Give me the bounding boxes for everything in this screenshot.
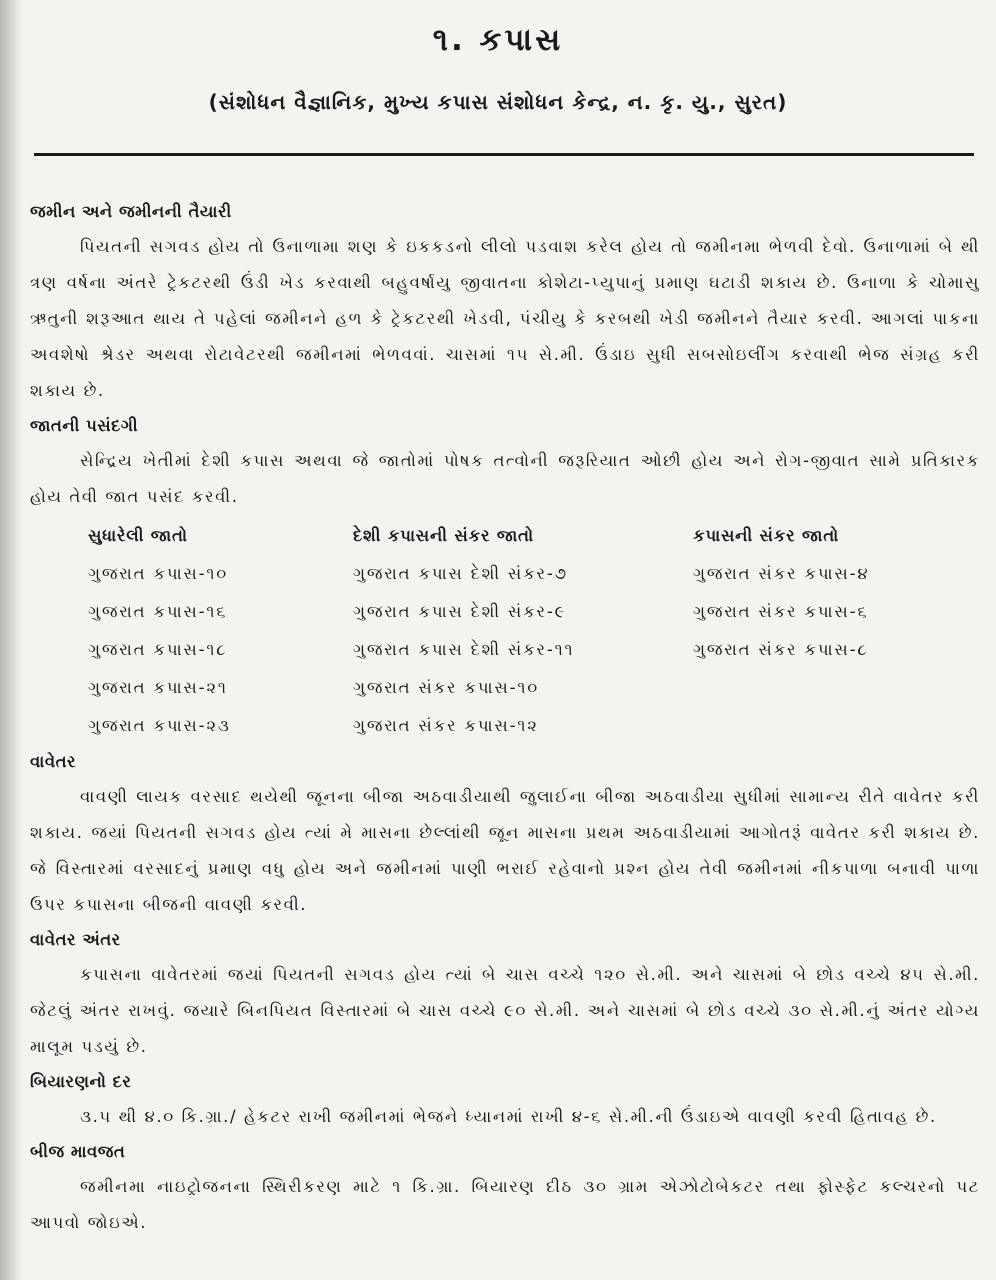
- variety-item: ગુજરાત કપાસ-૨૩: [88, 716, 231, 735]
- page-edge-shadow: [0, 0, 22, 1280]
- variety-column-header: દેશી કપાસની સંકર જાતો: [353, 526, 534, 545]
- chapter-subtitle: (સંશોધન વૈજ્ઞાનિક, મુખ્ય કપાસ સંશોધન કેન્દ્ર, ન. કૃ. યુ., સુરત): [208, 90, 788, 114]
- section-heading-variety: જાતની પસંદગી: [30, 416, 139, 435]
- chapter-title: ૧. કપાસ: [432, 22, 564, 58]
- header-divider: [34, 153, 974, 156]
- variety-item: ગુજરાત કપાસ-૧૬: [88, 602, 228, 621]
- variety-item: ગુજરાત કપાસ દેશી સંકર-૧૧: [353, 640, 575, 659]
- variety-item: ગુજરાત સંકર કપાસ-૮: [693, 640, 869, 659]
- variety-item: ગુજરાત કપાસ-૧૮: [88, 640, 228, 659]
- variety-column-header: સુધારેલી જાતો: [88, 526, 188, 545]
- section-text-land: પિયતની સગવડ હોય તો ઉનાળામા શણ કે ઇકકડનો લીલો પડવાશ કરેલ હોય તો જમીનમા ભેળવી દેવો. ઉનાળામાં બે થી ત્રણ વર્ષના અંતરે ટ્રેકટરથી ઉંડી ખેડ કરવાથી બહુવર્ષાયુ જીવાતના કોશેટા-પ્યુપાનું પ્રમાણ ઘટાડી શકાય છે. ઉનાળા કે ચોમાસુ ઋતુની શરૂઆત થાય તે પહેલાં જમીનને હળ કે ટ્રેકટરથી ખેડવી, પંચીયુ કે કરબથી ખેડી જમીનને તૈયાર કરવી. આગલાં પાકના અવશેષો શ્રેડર અથવા રોટાવેટરથી જમીનમાં ભેળવવાં. ચાસમાં ૧૫ સે.મી. ઉંડાઇ સુધી સબસોઇલીંગ કરવાથી ભેજ સંગ્રહ કરી શકાય છે.: [30, 237, 980, 400]
- variety-item: ગુજરાત કપાસ-૨૧: [88, 678, 228, 697]
- section-heading-sowing: વાવેતર: [30, 752, 77, 771]
- variety-column-desi-hybrid: [353, 517, 693, 745]
- section-heading-spacing: વાવેતર અંતર: [30, 930, 121, 949]
- variety-item: ગુજરાત સંકર કપાસ-૧૨: [353, 716, 539, 735]
- section-text-variety: સેન્દ્રિય ખેતીમાં દેશી કપાસ અથવા જે જાતોમાં પોષક તત્વોની જરૂરિયાત ઓછી હોય અને રોગ-જીવાત સામે પ્રતિકારક હોય તેવી જાત પસંદ કરવી.: [30, 451, 980, 506]
- section-heading-seed-treatment: બીજ માવજત: [30, 1142, 126, 1161]
- section-heading-land: જમીન અને જમીનની તૈયારી: [30, 202, 232, 221]
- variety-column-hybrid: [693, 517, 953, 745]
- document-body: [30, 195, 980, 1241]
- variety-column-header: કપાસની સંકર જાતો: [693, 526, 840, 545]
- section-text-sowing: વાવણી લાયક વરસાદ થયેથી જૂનના બીજા અઠવાડીયાથી જુલાઈના બીજા અઠવાડીયા સુધીમાં સામાન્ય રીતે વાવેતર કરી શકાય. જયાં પિયતની સગવડ હોય ત્યાં મે માસના છેલ્લાંથી જૂન માસના પ્રથમ અઠવાડીયામાં આગોતરૂં વાવેતર કરી શકાય છે. જે વિસ્તારમાં વરસાદનું પ્રમાણ વધુ હોય અને જમીનમાં પાણી ભરાઈ રહેવાનો પ્રશ્ન હોય તેવી જમીનમાં નીકપાળા બનાવી પાળા ઉપર કપાસના બીજની વાવણી કરવી.: [30, 787, 980, 914]
- variety-item: ગુજરાત સંકર કપાસ-૪: [693, 564, 870, 583]
- variety-item: ગુજરાત સંકર કપાસ-૧૦: [353, 678, 539, 697]
- variety-column-improved: [30, 517, 353, 745]
- variety-table: [30, 517, 980, 745]
- variety-item: ગુજરાત સંકર કપાસ-૬: [693, 602, 869, 621]
- section-heading-seed-rate: બિયારણનો દર: [30, 1072, 132, 1091]
- section-text-seed-treatment: જમીનમા નાઇટ્રોજનના સ્થિરીકરણ માટે ૧ કિ.ગ્રા. બિયારણ દીઠ ૩૦ ગ્રામ એઝોટોબેકટર તથા ફોસ્ફેટ કલ્ચરનો પટ આપવો જોઇએ.: [30, 1177, 980, 1232]
- variety-item: ગુજરાત કપાસ-૧૦: [88, 564, 228, 583]
- section-text-seed-rate: ૩.૫ થી ૪.૦ કિ.ગ્રા./ હેકટર રાખી જમીનમાં ભેજને ધ્યાનમાં રાખી ૪-૬ સે.મી.ની ઉંડાઇએ વાવણી કરવી હિતાવહ છે.: [80, 1107, 937, 1126]
- variety-item: ગુજરાત કપાસ દેશી સંકર-૯: [353, 602, 567, 621]
- section-text-spacing: કપાસના વાવેતરમાં જયાં પિયતની સગવડ હોય ત્યાં બે ચાસ વચ્ચે ૧૨૦ સે.મી. અને ચાસમાં બે છોડ વચ્ચે ૪૫ સે.મી. જેટલું અંતર રાખવું. જયારે બિનપિયત વિસ્તારમાં બે ચાસ વચ્ચે ૯૦ સે.મી. અને ચાસમાં બે છોડ વચ્ચે ૩૦ સે.મી.નું અંતર યોગ્ય માલૂમ પડયું છે.: [30, 965, 980, 1056]
- variety-item: ગુજરાત કપાસ દેશી સંકર-૭: [353, 564, 568, 583]
